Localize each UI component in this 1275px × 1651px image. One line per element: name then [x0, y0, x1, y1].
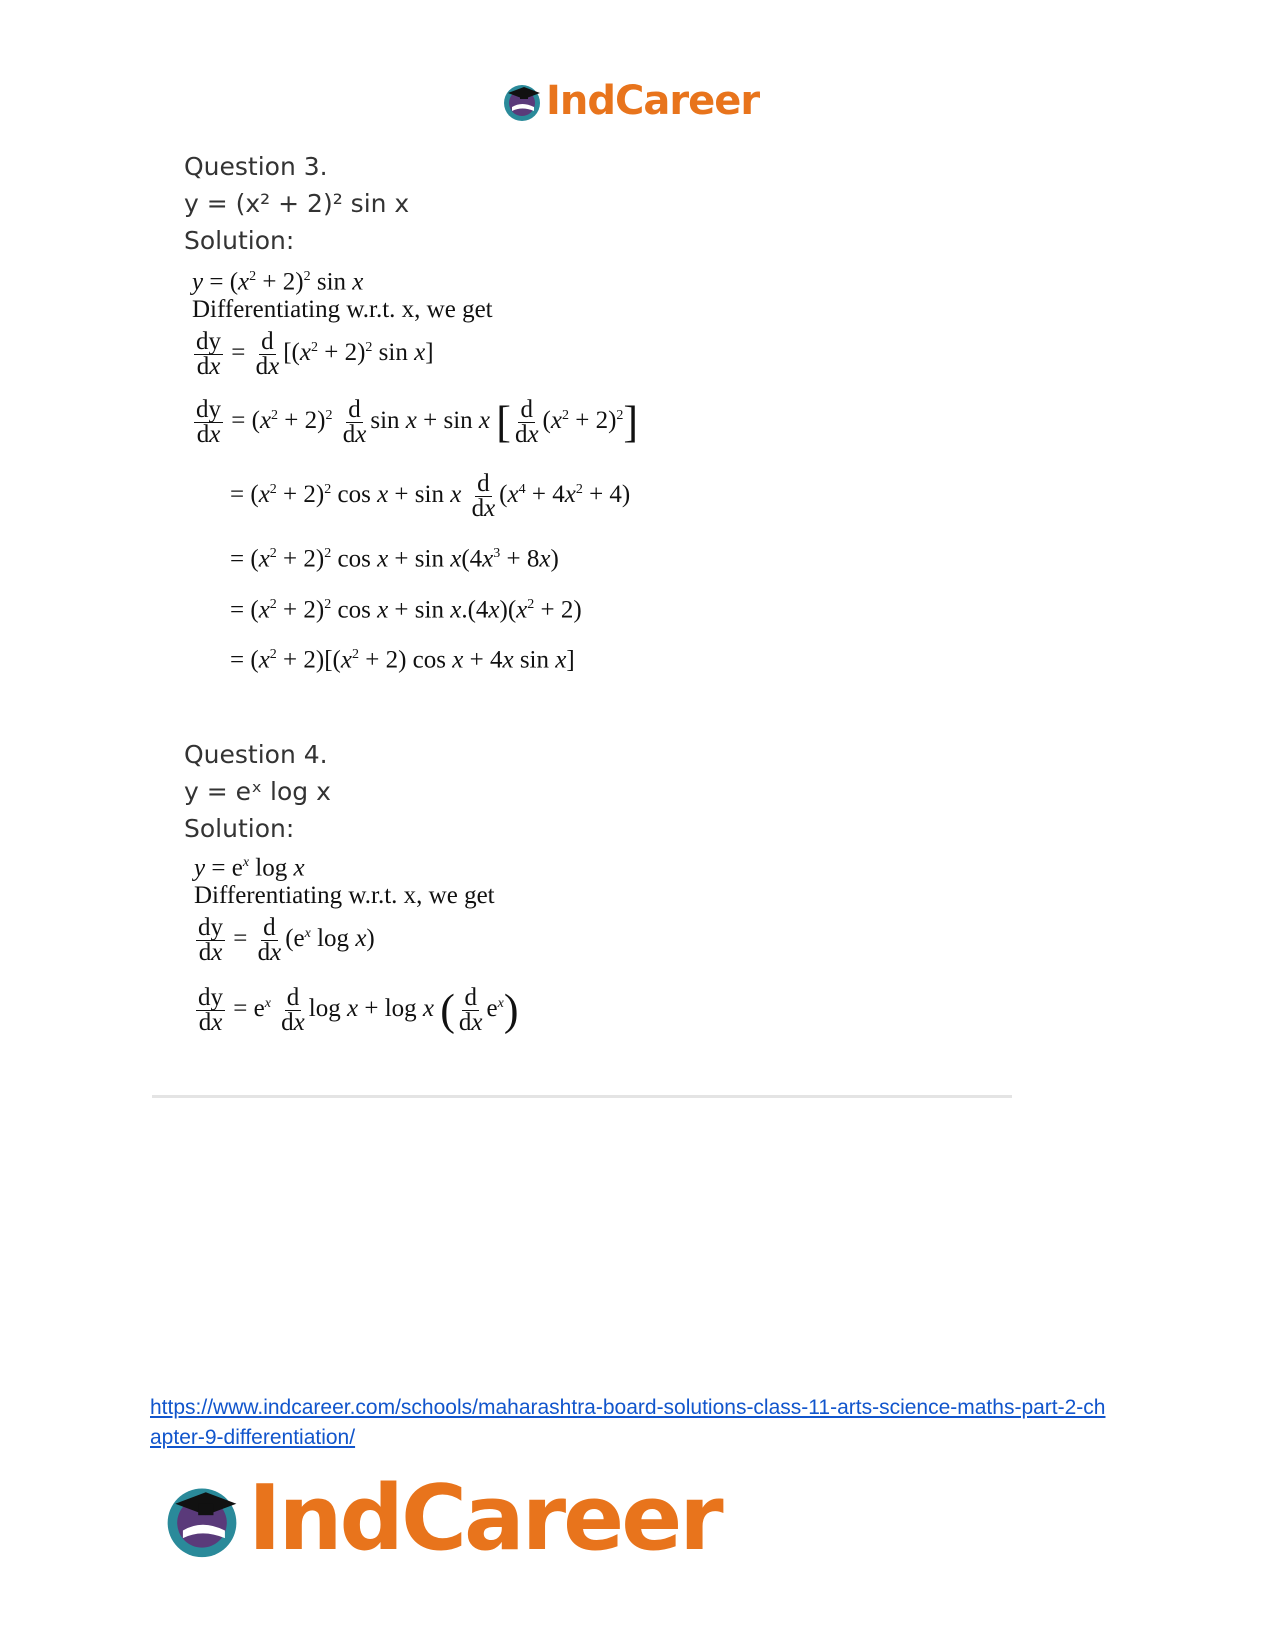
q3-diff-text: Differentiating w.r.t. x, we get [192, 296, 493, 323]
question-3-statement: y = (x² + 2)² sin x [184, 189, 410, 218]
header-logo [500, 78, 759, 124]
q3-eq-step3: = $(x^2 + 2)^2$ cos x + sin x $\frac{d}{dx}$ $(x^4 + 4x^2 + 4)$ [230, 470, 631, 522]
q3-eq-step5: = $(x^2 + 2)^2$ $\cos x + \sin x.(4x)(x^2 + 2)$ [230, 596, 582, 624]
q3-eq-step2: $\frac{dy}{dx}$ = $(x^2 + 2)^2$ $\frac{d}{dx}$ sin x + sin x [ $\frac{d}{dx}$ $(x^2 + 2)^2$] [196, 396, 639, 448]
graduation-cap-icon [500, 79, 544, 123]
question-3-solution-label: Solution: [184, 226, 295, 255]
q3-eq-step1: $\frac{dy}{dx}$ = $\frac{d}{dx}$ [$(x^2 + 2)^2$ sin x] [196, 328, 434, 380]
q3-eq-step4: = $(x^2 + 2)^2$ $\cos x + \sin x(4x^3 + 8x)$ [230, 545, 559, 573]
source-link[interactable]: https://www.indcareer.com/schools/maharashtra-board-solutions-class-11-arts-science-maths-part-2-chapter-9-differentiation/ [150, 1396, 1106, 1449]
logo-text: IndCareer [248, 1466, 721, 1571]
q3-eq-given: $y = (x^2 + 2)^2$ sin x [192, 268, 364, 296]
q4-diff-text: Differentiating w.r.t. x, we get [194, 882, 495, 909]
solution-panel [152, 150, 1012, 1098]
q3-eq-step6: = $(x^2 + 2)[(x^2 + 2)$ cos x + 4x sin x] [230, 646, 575, 674]
question-4-statement: y = eˣ log x [184, 777, 331, 806]
q4-eq-step1: $\frac{dy}{dx}$ = $\frac{d}{dx}$ ($e^x$ log x) [198, 914, 375, 966]
graduation-cap-icon [160, 1477, 244, 1561]
logo-text: IndCareer [546, 78, 760, 124]
question-3-title: Question 3. [184, 152, 328, 181]
q4-eq-given: $y = e^x$ log x [194, 854, 305, 882]
footer-logo [160, 1466, 721, 1571]
question-4-title: Question 4. [184, 740, 328, 769]
question-4-solution-label: Solution: [184, 814, 295, 843]
q4-eq-step2: $\frac{dy}{dx}$ = $e^x$ $\frac{d}{dx}$ log x + log x ( $\frac{d}{dx}$ $e^x$) [198, 984, 519, 1036]
